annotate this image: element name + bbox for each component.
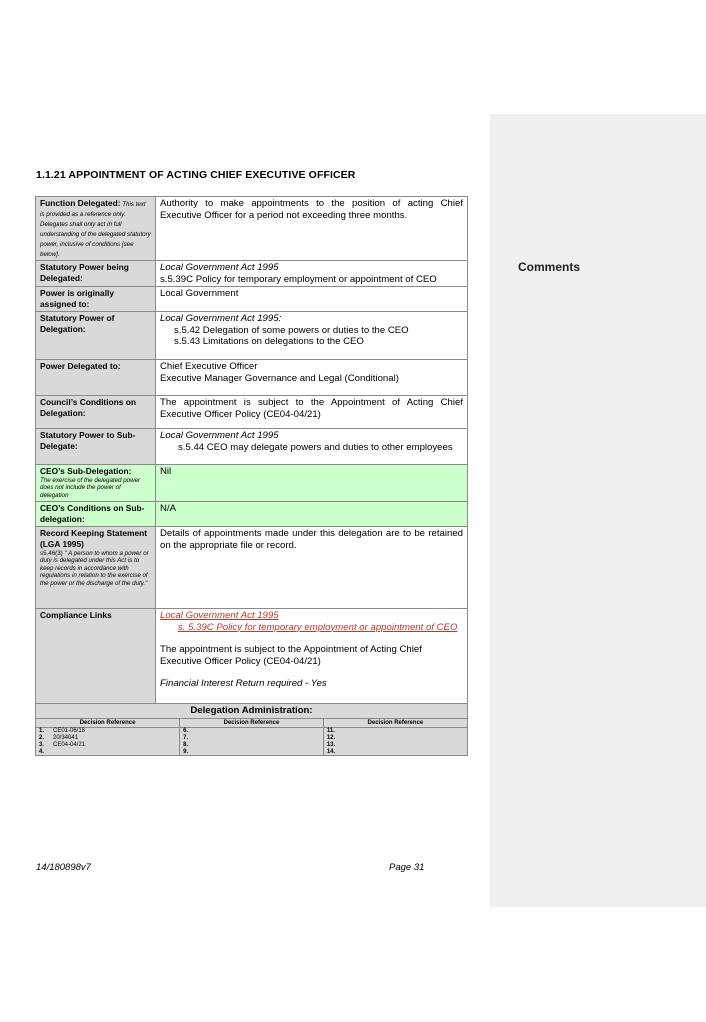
row-label: CEO’s Conditions on Sub-delegation: [36, 502, 156, 527]
row-label: Statutory Power being Delegated: [36, 261, 156, 287]
row-label: Compliance Links [36, 609, 156, 704]
row-value: Chief Executive Officer Executive Manager Governance and Legal (Conditional) [156, 360, 468, 396]
row-label: Power Delegated to: [36, 360, 156, 396]
table-row [36, 502, 468, 527]
document-reference: 14/180898v7 [36, 862, 91, 873]
table-row [36, 609, 468, 704]
decision-reference-header: Decision Reference [36, 719, 180, 728]
page-number: Page 31 [389, 862, 425, 873]
row-label: Council’s Conditions on Delegation: [36, 396, 156, 429]
comments-pane [490, 114, 706, 907]
delegation-table [35, 196, 468, 756]
table-row [36, 527, 468, 609]
decision-reference-header: Decision Reference [323, 719, 467, 728]
table-row [36, 261, 468, 287]
comments-pane-title: Comments [518, 260, 581, 274]
row-value: Local Government Act 1995 s.5.44 CEO may delegate powers and duties to other employees [156, 429, 468, 465]
compliance-link-act[interactable]: Local Government Act 1995 [160, 610, 279, 621]
decision-reference-col-3: 11. 12. 13. 14. [323, 728, 467, 756]
row-value: Local Government Act 1995 s.5.39C Policy for temporary employment or appointment of CEO [156, 261, 468, 287]
decision-reference-header: Decision Reference [180, 719, 324, 728]
row-value: Nil [156, 465, 468, 502]
admin-title: Delegation Administration: [36, 704, 468, 719]
row-value: The appointment is subject to the Appointment of Acting Chief Executive Officer Policy (CE04-04/21) [156, 396, 468, 429]
row-value: N/A [156, 502, 468, 527]
row-value: Local Government Act 1995: s.5.42 Delegation of some powers or duties to the CEO s.5.43 Limitations on delegations to the CEO [156, 312, 468, 360]
decision-reference-col-2: 6. 7. 8. 9. [180, 728, 324, 756]
table-row [36, 360, 468, 396]
section-heading: 1.1.21 APPOINTMENT OF ACTING CHIEF EXECUTIVE OFFICER [36, 169, 356, 181]
table-row [36, 287, 468, 312]
row-label: Power is originally assigned to: [36, 287, 156, 312]
admin-title-row [36, 704, 468, 719]
table-row [36, 429, 468, 465]
table-row [36, 465, 468, 502]
row-label: Statutory Power of Delegation: [36, 312, 156, 360]
row-label: Record Keeping Statement (LGA 1995) s5.46(3) " A person to whom a power or duty is delegated under this Act is to keep records in accordance with regulations in relation to the exercise of the power or the discharge of the duty." [36, 527, 156, 609]
row-value: Local Government [156, 287, 468, 312]
table-row [36, 396, 468, 429]
row-label: CEO’s Sub-Delegation: The exercise of the delegated power does not include the power of delegation [36, 465, 156, 502]
row-value: Authority to make appointments to the position of acting Chief Executive Officer for a period not exceeding three months. [156, 197, 468, 261]
compliance-link-section[interactable]: s. 5.39C Policy for temporary employment or appointment of CEO [178, 621, 458, 633]
decision-reference-table [36, 719, 467, 756]
table-row [36, 312, 468, 360]
row-value: Local Government Act 1995 s. 5.39C Policy for temporary employment or appointment of CEO The appointment is subject to the Appointment of Acting Chief Executive Officer Policy (CE04-04/21) Financial Interest Return required - Yes [156, 609, 468, 704]
row-label: Statutory Power to Sub-Delegate: [36, 429, 156, 465]
row-value: Details of appointments made under this delegation are to be retained on the appropriate file or record. [156, 527, 468, 609]
admin-references-row [36, 718, 468, 756]
table-row [36, 197, 468, 261]
decision-reference-col-1: 1. CE01-06/18 2. 20/34041 3. CE04-04/21 4. [36, 728, 180, 756]
row-label: Function Delegated: This text is provided as a reference only. Delegates shall only act in full understanding of the delegated statutory power, inclusive of conditions [see below]. [36, 197, 156, 261]
